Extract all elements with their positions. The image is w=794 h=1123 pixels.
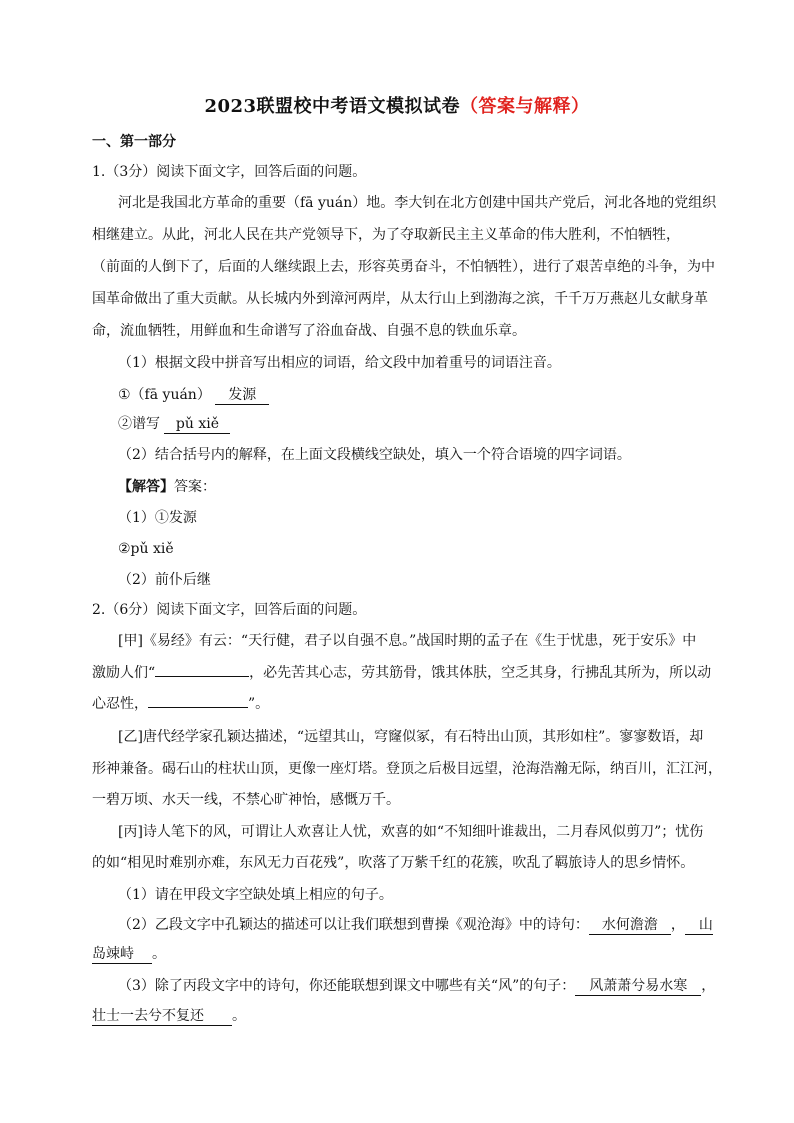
q2-jia-line-3-start: 心忍性，	[92, 696, 148, 712]
q2-jia-line-1: [甲]《易经》有云：“天行健，君子以自强不息。”战国时期的孟子在《生于忧患，死于安乐》中	[118, 633, 697, 649]
q1-item-2-answer: pǔ xiě	[164, 416, 230, 434]
q2-jia-line-2-end: ，必先苦其心志，劳其筋骨，饿其体肤，空乏其身，行拂乱其所为，所以动	[249, 665, 712, 681]
q1-item-1	[118, 385, 269, 405]
q2-s3-end: 。	[232, 1008, 246, 1024]
answer-line-3: （2）前仆后继	[118, 572, 211, 588]
q2-jia-line-2-start: 激励人们“	[92, 665, 156, 681]
answer-line-1: （1）①发源	[118, 510, 197, 526]
section-heading: 一、第一部分	[92, 134, 176, 150]
q2-subquestion-3	[118, 976, 715, 996]
q2-jia-line-3-end: ”。	[248, 696, 270, 712]
q1-item-2-label: ②谱写	[118, 416, 160, 432]
q2-s2-end: 。	[152, 946, 166, 962]
q2-yi-line-1: [乙]唐代经学家孔颖达描述，“远望其山，穹窿似冢，有石特出山顶，其形如柱”。寥寥数语，却	[118, 729, 704, 745]
title-accent: （答案与解释）	[460, 96, 590, 117]
q2-bing-line-2: 的如“相见时难别亦难，东风无力百花残”，吹落了万紫千红的花簇，吹乱了羁旅诗人的思乡情怀。	[92, 855, 695, 871]
question-1-header: 1.（3分）阅读下面文字，回答后面的问题。	[92, 164, 367, 180]
q1-passage-line-4: 国革命做出了重大贡献。从长城内外到漳河两岸，从太行山上到渤海之滨，千千万万燕赵儿女献身革	[92, 291, 708, 307]
q1-passage-line-1: 河北是我国北方革命的重要（fā yuán）地。李大钊在北方创建中国共产党后，河北各地的党组织	[118, 195, 717, 211]
q2-yi-line-2: 形神兼备。碣石山的柱状山顶，更像一座灯塔。登顶之后极目远望，沧海浩瀚无际，纳百川，汇江河，	[92, 761, 722, 777]
question-2-header: 2.（6分）阅读下面文字，回答后面的问题。	[92, 602, 367, 618]
answer-word: 答案：	[174, 479, 216, 495]
q2-blank-1	[155, 676, 249, 677]
q1-passage-line-5: 命，流血牺牲，用鲜血和生命谱写了浴血奋战、自强不息的铁血乐章。	[92, 323, 526, 339]
q2-bing-line-1: [丙]诗人笔下的风，可谓让人欢喜让人忧，欢喜的如“不知细叶谁裁出，二月春风似剪刀”；忧伤	[118, 824, 704, 840]
q2-blank-2	[148, 707, 248, 708]
q1-item-1-label: ①（fā yuán）	[118, 387, 211, 403]
title-main: 2023联盟校中考语文模拟试卷	[204, 96, 461, 117]
answer-tag: 【解答】	[118, 479, 174, 495]
q2-yi-line-3: 一碧万顷、水天一线，不禁心旷神怡，感慨万千。	[92, 792, 400, 808]
q1-subquestion-1: （1）根据文段中拼音写出相应的词语，给文段中加着重号的词语注音。	[118, 355, 561, 371]
q2-subquestion-1: （1）请在甲段文字空缺处填上相应的句子。	[118, 887, 393, 903]
q2-s2-prompt: （2）乙段文字中孔颖达的描述可以让我们联想到曹操《观沧海》中的诗句：	[118, 917, 589, 933]
q1-item-2	[118, 414, 230, 434]
q2-s3-answer-1: 风萧萧兮易水寒	[575, 978, 701, 996]
q2-s2-answer-2-start: 山	[685, 917, 713, 935]
q2-subquestion-2-cont	[92, 944, 166, 964]
q2-s2-separator: ，	[670, 917, 685, 933]
q2-s2-answer-2-end: 岛竦峙	[92, 946, 152, 964]
q2-s3-separator: ，	[701, 978, 716, 994]
q1-subquestion-2: （2）结合括号内的解释，在上面文段横线空缺处，填入一个符合语境的四字词语。	[118, 447, 631, 463]
q2-jia-line-2	[92, 663, 711, 683]
q1-passage-line-3: （前面的人倒下了，后面的人继续跟上去，形容英勇奋斗，不怕牺牲），进行了艰苦卓绝的斗争，为中	[92, 259, 715, 275]
answer-line-2: ②pǔ xiě	[118, 541, 174, 557]
q2-subquestion-3-cont	[92, 1006, 246, 1026]
answer-heading	[118, 477, 216, 497]
q2-s2-answer-1: 水何澹澹	[589, 917, 671, 935]
page-title	[0, 92, 794, 118]
q2-jia-line-3	[92, 694, 269, 714]
q1-item-1-answer: 发源	[215, 387, 269, 405]
q1-passage-line-2: 相继建立。从此，河北人民在共产党领导下，为了夺取新民主主义革命的伟大胜利，不怕牺牲，	[92, 227, 680, 243]
q2-subquestion-2	[118, 915, 713, 935]
q2-s3-answer-2: 壮士一去兮不复还	[92, 1008, 232, 1026]
q2-s3-prompt: （3）除了丙段文字中的诗句，你还能联想到课文中哪些有关“风”的句子：	[118, 978, 576, 994]
